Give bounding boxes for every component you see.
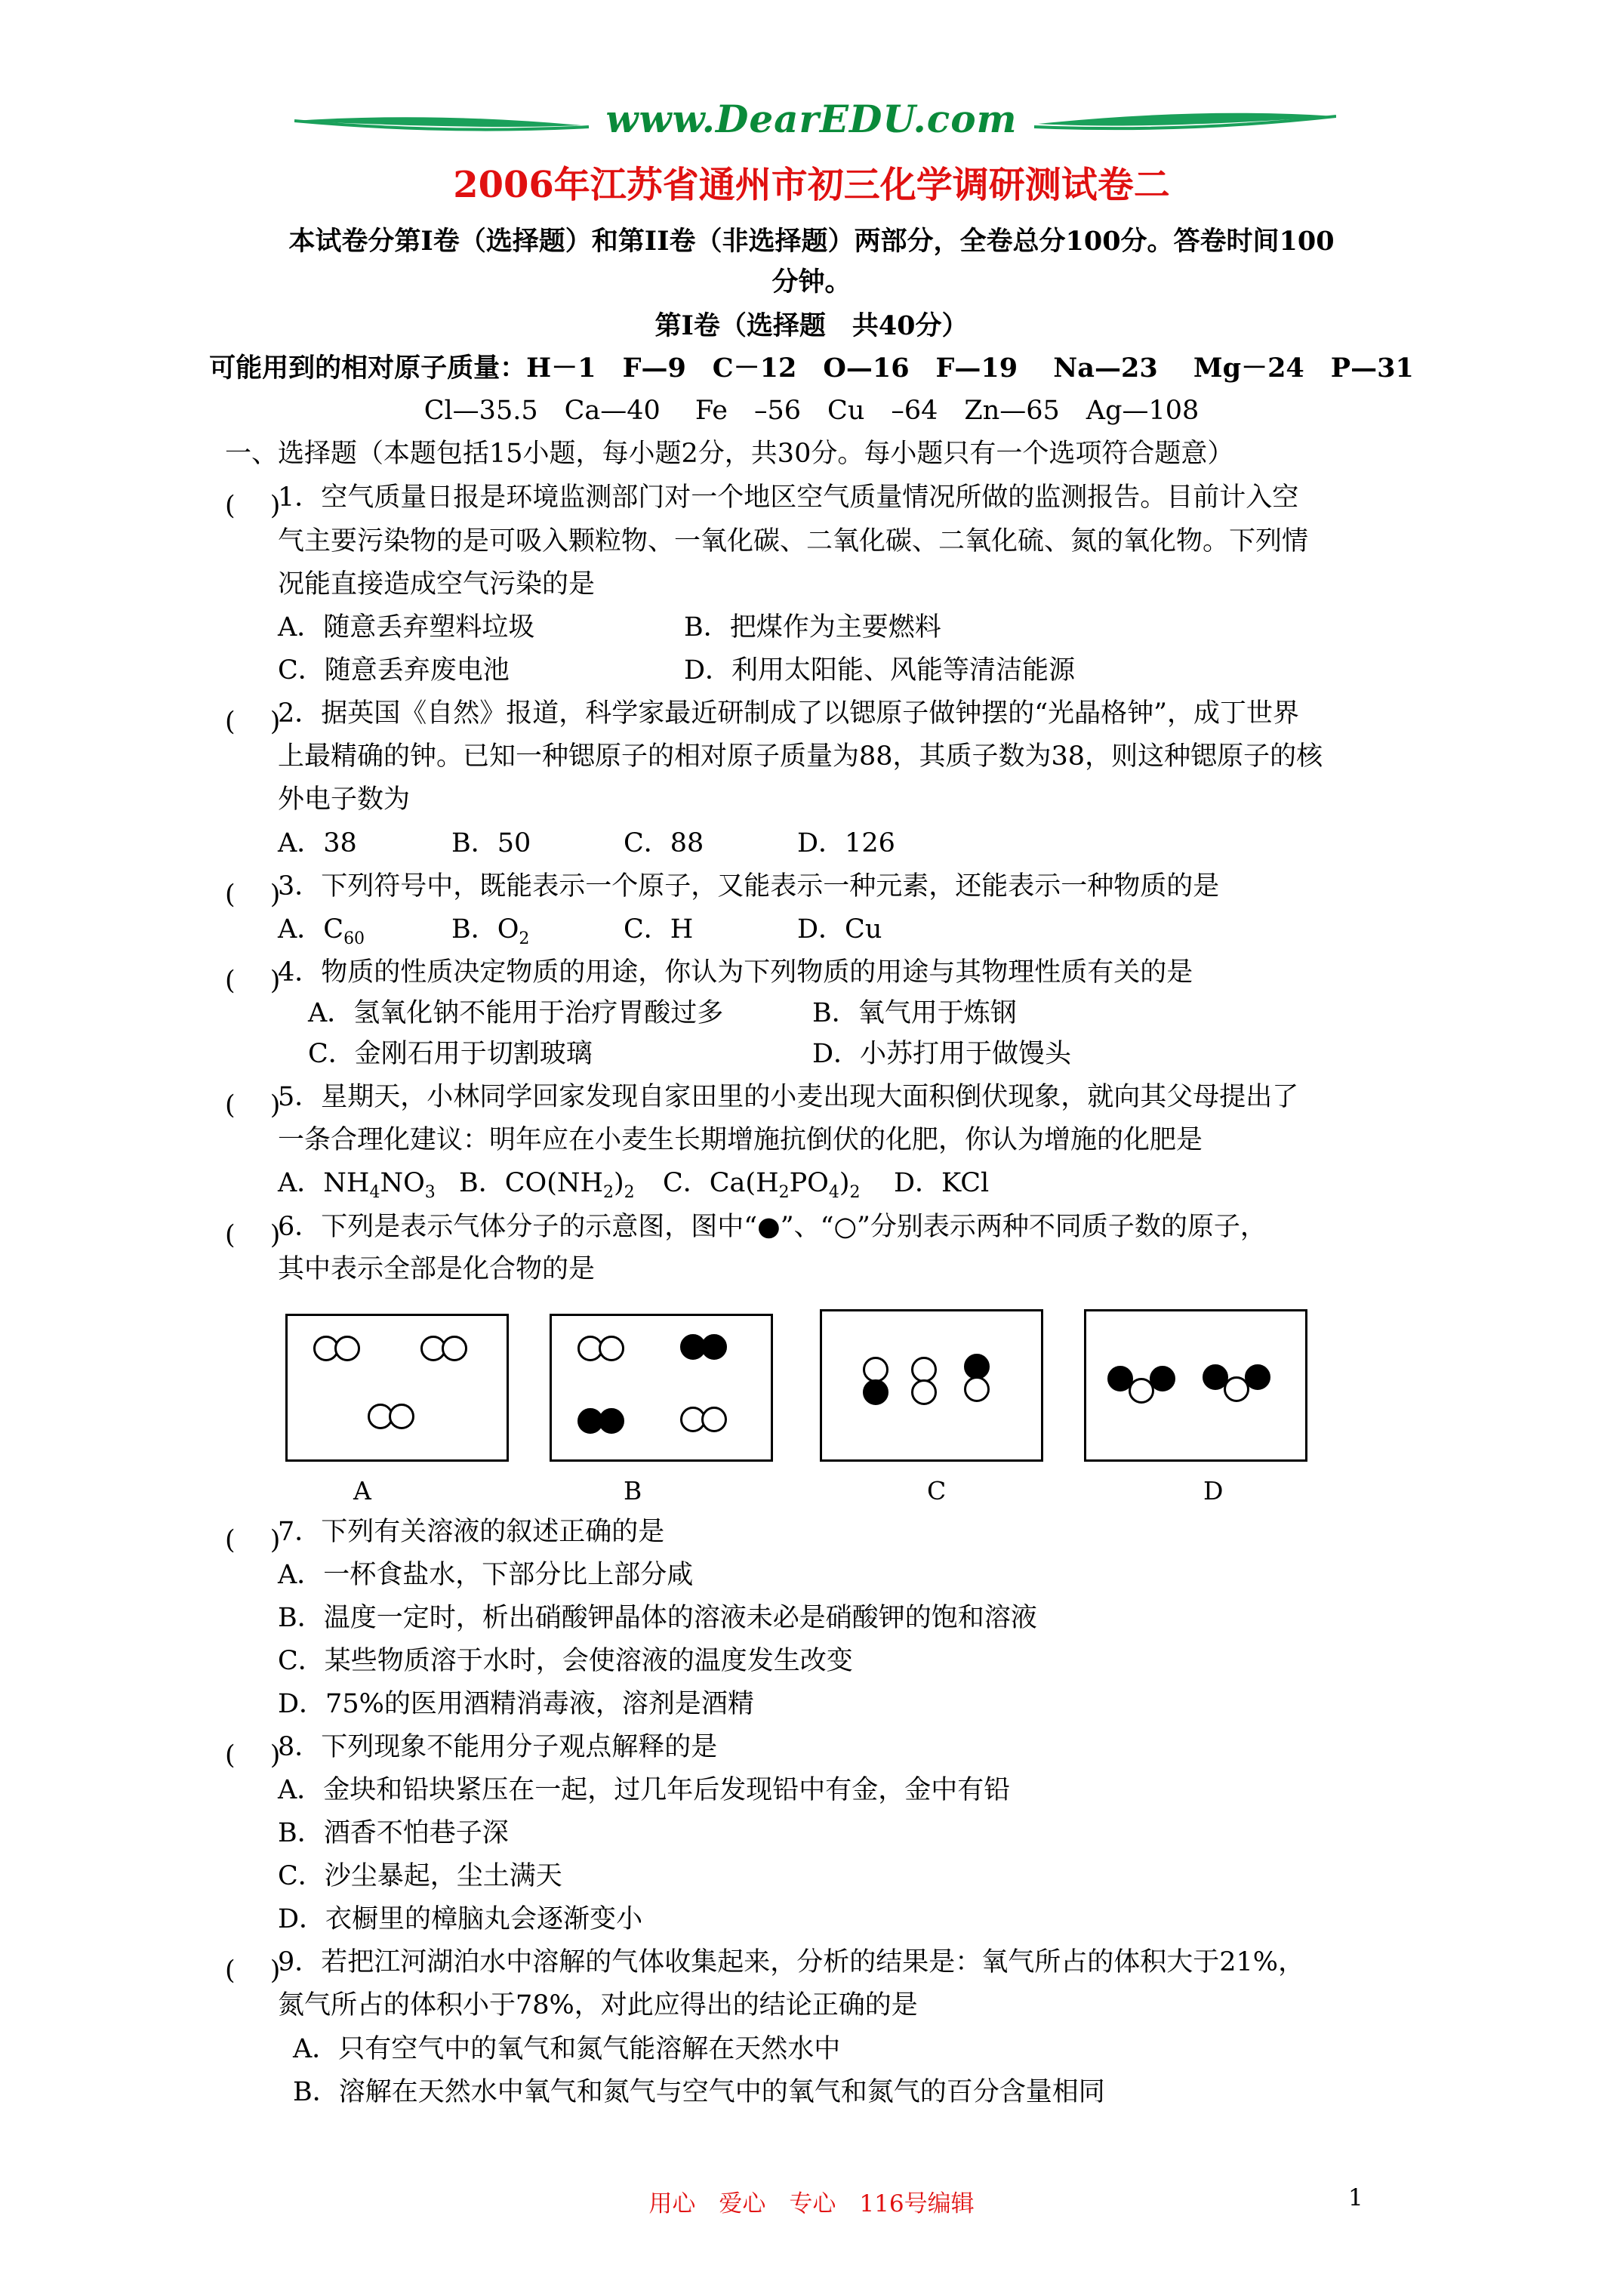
answer-blank: ( ): [225, 1525, 281, 1555]
q1-option-d: D．利用太阳能、风能等清洁能源: [684, 655, 1076, 686]
diagram-label-b: B: [624, 1476, 642, 1505]
q8-option-d: D．衣橱里的樟脑丸会逐渐变小: [278, 1904, 643, 1934]
q4-option-a: A．氢氧化钠不能用于治疗胃酸过多: [308, 998, 724, 1028]
white-atom: [863, 1357, 888, 1382]
molecule-diagram-a: [285, 1314, 509, 1462]
q1-option-a: A．随意丢弃塑料垃圾: [278, 612, 535, 643]
atomic-mass-line-2: Cl—35.5 Ca—40 Fe –56 Cu –64 Zn—65 Ag—108: [423, 396, 1200, 426]
q7-option-a: A．一杯食盐水，下部分比上部分咸: [278, 1560, 694, 1590]
q2-text-1: 2．据英国《自然》报道，科学家最近研制成了以锶原子做钟摆的“光晶格钟”，成丁世界: [278, 698, 1300, 729]
q5-option-b: B．$CO(NH_2)_2$: [459, 1168, 635, 1202]
answer-blank: ( ): [225, 1740, 281, 1771]
page-title: 2006年江苏省通州市初三化学调研测试卷二: [453, 164, 1170, 206]
q1-option-b: B．把煤作为主要燃料: [684, 612, 941, 643]
molecule-diagram-b: [550, 1314, 773, 1462]
answer-blank: ( ): [225, 880, 281, 910]
q5-option-c: C．$Ca(H_2PO_4)_2$: [663, 1168, 861, 1202]
white-atom: [334, 1336, 360, 1361]
black-atom: [701, 1334, 727, 1360]
q3-option-a: A．$C_{60}$: [278, 914, 365, 948]
q9-option-a: A．只有空气中的氧气和氮气能溶解在天然水中: [293, 2034, 841, 2064]
answer-blank: ( ): [225, 1090, 281, 1120]
white-atom: [964, 1376, 990, 1402]
diagram-label-d: D: [1203, 1476, 1224, 1505]
q8-option-a: A．金块和铅块紧压在一起，过几年后发现铅中有金，金中有铅: [278, 1775, 1011, 1805]
molecule-diagram-c: [820, 1309, 1043, 1462]
q4-option-c: C．金刚石用于切割玻璃: [308, 1039, 593, 1069]
part1-heading: 第Ⅰ卷（选择题 共40分）: [654, 310, 969, 341]
q3-text-1: 3．下列符号中，既能表示一个原子，又能表示一种元素，还能表示一种物质的是: [278, 871, 1220, 901]
intro-line-1: 本试卷分第Ⅰ卷（选择题）和第II卷（非选择题）两部分，全卷总分100分。答卷时间100: [288, 226, 1335, 257]
white-atom: [911, 1379, 937, 1405]
q7-option-c: C．某些物质溶于水时，会使溶液的温度发生改变: [278, 1646, 853, 1676]
q1-text-1: 1．空气质量日报是环境监测部门对一个地区空气质量情况所做的监测报告。目前计入空: [278, 482, 1299, 513]
diagram-label-c: C: [927, 1476, 947, 1505]
atomic-mass-line-1: 可能用到的相对原子质量：H－1 F—9 C－12 O—16 F—19 Na—23 Mg－24 P—31: [209, 353, 1414, 384]
answer-blank: ( ): [225, 491, 281, 521]
footer-text: 用心 爱心 专心 116号编辑: [648, 2190, 975, 2217]
q2-option-a: A．38: [278, 828, 357, 858]
black-atom: [964, 1354, 990, 1379]
q5-option-a: A．$NH_4NO_3$: [278, 1168, 436, 1202]
section-heading: 一、选择题（本题包括15小题，每小题2分，共30分。每小题只有一个选项符合题意）: [225, 439, 1234, 469]
q4-option-d: D．小苏打用于做馒头: [812, 1039, 1072, 1069]
q9-text-1: 9．若把江河湖泊水中溶解的气体收集起来，分析的结果是：氧气所占的体积大于21%，: [278, 1947, 1305, 1977]
q1-option-c: C．随意丢弃废电池: [278, 655, 510, 686]
black-atom: [863, 1379, 888, 1405]
white-atom: [701, 1407, 727, 1432]
q1-text-2: 气主要污染物的是可吸入颗粒物、一氧化碳、二氧化碳、二氧化硫、氮的氧化物。下列情: [278, 526, 1309, 556]
answer-blank: ( ): [225, 707, 281, 737]
q2-option-c: C．88: [624, 828, 704, 858]
white-atom: [599, 1336, 624, 1361]
q8-option-b: B．酒香不怕巷子深: [278, 1818, 509, 1848]
q7-option-d: D．75%的医用酒精消毒液，溶剂是酒精: [278, 1689, 754, 1719]
q7-option-b: B．温度一定时，析出硝酸钾晶体的溶液未必是硝酸钾的饱和溶液: [278, 1603, 1037, 1633]
q2-text-2: 上最精确的钟。已知一种锶原子的相对原子质量为88，其质子数为38，则这种锶原子的核: [278, 741, 1323, 772]
white-atom: [389, 1404, 414, 1429]
answer-blank: ( ): [225, 1955, 281, 1986]
q8-text-1: 8．下列现象不能用分子观点解释的是: [278, 1732, 718, 1762]
q3-option-b: B．$O_2$: [451, 914, 530, 948]
q3-option-c: C．H: [624, 914, 694, 945]
site-logo: www.DearEDU.com: [605, 97, 1018, 141]
answer-blank: ( ): [225, 966, 281, 996]
intro-line-2: 分钟。: [771, 267, 852, 297]
answer-blank: ( ): [225, 1220, 281, 1250]
q2-option-b: B．50: [451, 828, 531, 858]
q2-option-d: D．126: [797, 828, 895, 858]
q1-text-3: 况能直接造成空气污染的是: [278, 569, 596, 599]
q8-option-c: C．沙尘暴起，尘土满天: [278, 1861, 562, 1891]
white-atom: [1129, 1378, 1154, 1404]
white-atom: [1224, 1376, 1249, 1402]
q6-text-1: 6．下列是表示气体分子的示意图，图中“●”、“○”分别表示两种不同质子数的原子，: [278, 1212, 1267, 1242]
q5-text-1: 5．星期天，小林同学回家发现自家田里的小麦出现大面积倒伏现象，就向其父母提出了: [278, 1082, 1299, 1112]
q5-text-2: 一条合理化建议：明年应在小麦生长期增施抗倒伏的化肥，你认为增施的化肥是: [278, 1125, 1203, 1155]
q2-text-3: 外电子数为: [278, 784, 411, 815]
q7-text-1: 7．下列有关溶液的叙述正确的是: [278, 1517, 665, 1547]
diagram-label-a: A: [353, 1476, 371, 1505]
q9-text-2: 氮气所占的体积小于78%，对此应得出的结论正确的是: [278, 1990, 918, 2020]
q5-option-d: D．KCl: [894, 1168, 990, 1198]
black-atom: [599, 1408, 624, 1434]
white-atom: [911, 1357, 937, 1382]
q4-option-b: B．氧气用于炼钢: [812, 998, 1017, 1028]
q3-option-d: D．Cu: [797, 914, 882, 945]
q6-text-2: 其中表示全部是化合物的是: [278, 1254, 596, 1284]
q4-text-1: 4．物质的性质决定物质的用途，你认为下列物质的用途与其物理性质有关的是: [278, 957, 1193, 988]
white-atom: [442, 1336, 467, 1361]
q9-option-b: B．溶解在天然水中氧气和氮气与空气中的氧气和氮气的百分含量相同: [293, 2077, 1105, 2107]
page-number: 1: [1348, 2184, 1363, 2211]
molecule-diagram-d: [1084, 1309, 1307, 1462]
